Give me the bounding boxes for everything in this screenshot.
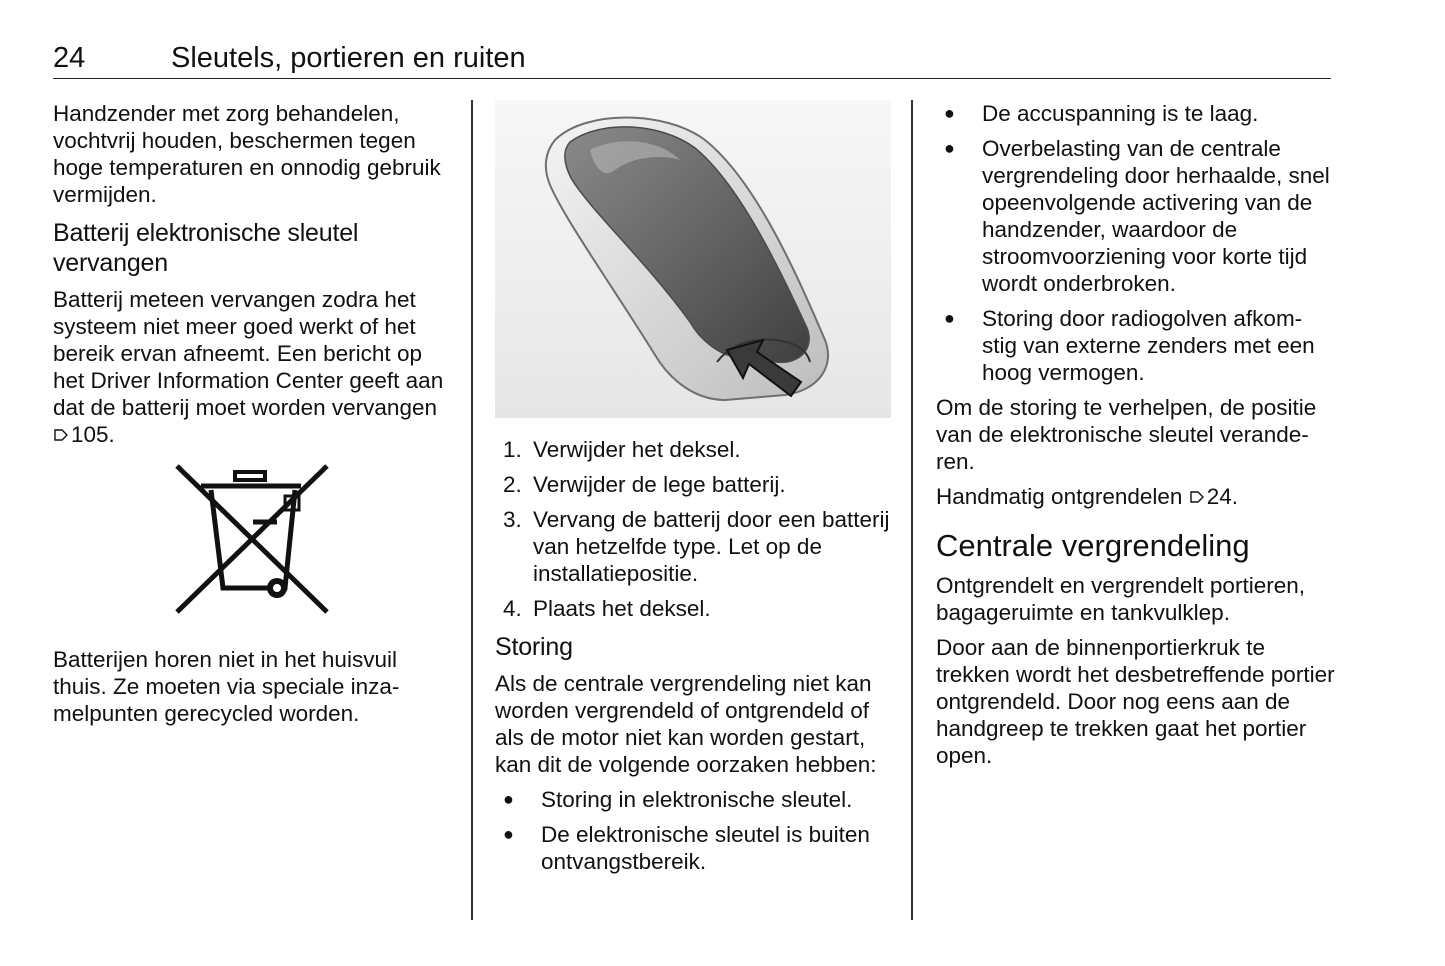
crossed-out-bin-icon <box>173 462 333 622</box>
more-causes-list <box>936 100 1336 386</box>
list-item <box>495 436 895 463</box>
disposal-paragraph: Batterijen horen niet in het huisvuil thuis. Ze moeten via speciale inza-melpunten gerecycled worden. <box>53 647 400 726</box>
central-locking-paragraph-2: Door aan de binnenportierkruk te trekken wordt het desbetreffende portier ontgrendeld. Door nog eens aan de handgreep te trekken gaat het portier open. <box>936 635 1335 768</box>
list-item <box>495 506 895 587</box>
manual-unlock-paragraph <box>936 483 1336 510</box>
step-number: 1. <box>503 437 522 462</box>
fault-paragraph: Als de centrale vergrendeling niet kan worden vergrendeld of ontgrendeld of als de motor niet kan worden gestart, kan dit de volgende oorzaken hebben: <box>495 671 877 777</box>
central-locking-paragraph-1: Ontgrendelt en vergrendelt portieren, bagageruimte en tankvulklep. <box>936 573 1305 625</box>
column-divider-2 <box>911 100 913 920</box>
step-text: Vervang de batterij door een batterij van hetzelfde type. Let op de installatiepositie. <box>533 507 890 586</box>
battery-text: Batterij meteen vervangen zodra het systeem niet meer goed werkt of het bereik ervan afneemt. Een bericht op het Driver Information Center geeft aan dat de batterij moet worden vervangen <box>53 287 444 420</box>
step-number: 4. <box>503 596 522 621</box>
step-number: 3. <box>503 507 522 532</box>
page-number: 24 <box>53 42 86 74</box>
list-item <box>495 471 895 498</box>
battery-reference: 105. <box>71 422 115 447</box>
page-reference-icon <box>1189 489 1205 505</box>
column-3 <box>936 100 1336 777</box>
manual-unlock-reference: 24. <box>1206 484 1238 509</box>
list-item: ● Storing in elektronische sleutel. <box>495 786 895 813</box>
battery-steps-list <box>495 436 895 622</box>
intro-paragraph: Handzender met zorg behandelen, vochtvrij houden, beschermen tegen hoge temperaturen en onnodig gebruik vermijden. <box>53 101 441 207</box>
page-reference-icon <box>53 427 69 443</box>
fault-causes-list <box>495 786 895 875</box>
list-item: ● De accuspanning is te laag. <box>936 100 1336 127</box>
page-header <box>53 40 1331 79</box>
battery-heading: Batterij elektronische sleutel vervangen <box>53 219 359 277</box>
central-locking-heading: Centrale vergrendeling <box>936 528 1250 563</box>
column-divider-1 <box>471 100 473 920</box>
page-title: Sleutels, portieren en ruiten <box>171 42 526 74</box>
list-item: ● De elektronische sleutel is buiten ontvangstbereik. <box>495 821 895 875</box>
manual-unlock-text: Handmatig ontgrendelen <box>936 484 1183 509</box>
column-1 <box>53 100 455 735</box>
remedy-paragraph: Om de storing te verhelpen, de positie van de elektronische sleutel verande-ren. <box>936 395 1317 474</box>
step-text: Verwijder de lege batterij. <box>533 472 786 497</box>
battery-paragraph <box>53 286 455 448</box>
list-item: ● Storing door radiogolven afkom-stig van externe zenders met een hoog vermogen. <box>936 305 1336 386</box>
list-item <box>495 595 895 622</box>
step-text: Plaats het deksel. <box>533 596 711 621</box>
step-number: 2. <box>503 472 522 497</box>
step-text: Verwijder het deksel. <box>533 437 741 462</box>
column-2 <box>495 100 895 883</box>
key-fob-illustration <box>495 100 891 418</box>
list-item: ● Overbelasting van de centrale vergrendeling door herhaalde, snel opeenvolgende activering van de handzender, waardoor de stroomvoorziening voor korte tijd wordt onderbroken. <box>936 135 1336 297</box>
fault-heading: Storing <box>495 633 573 661</box>
